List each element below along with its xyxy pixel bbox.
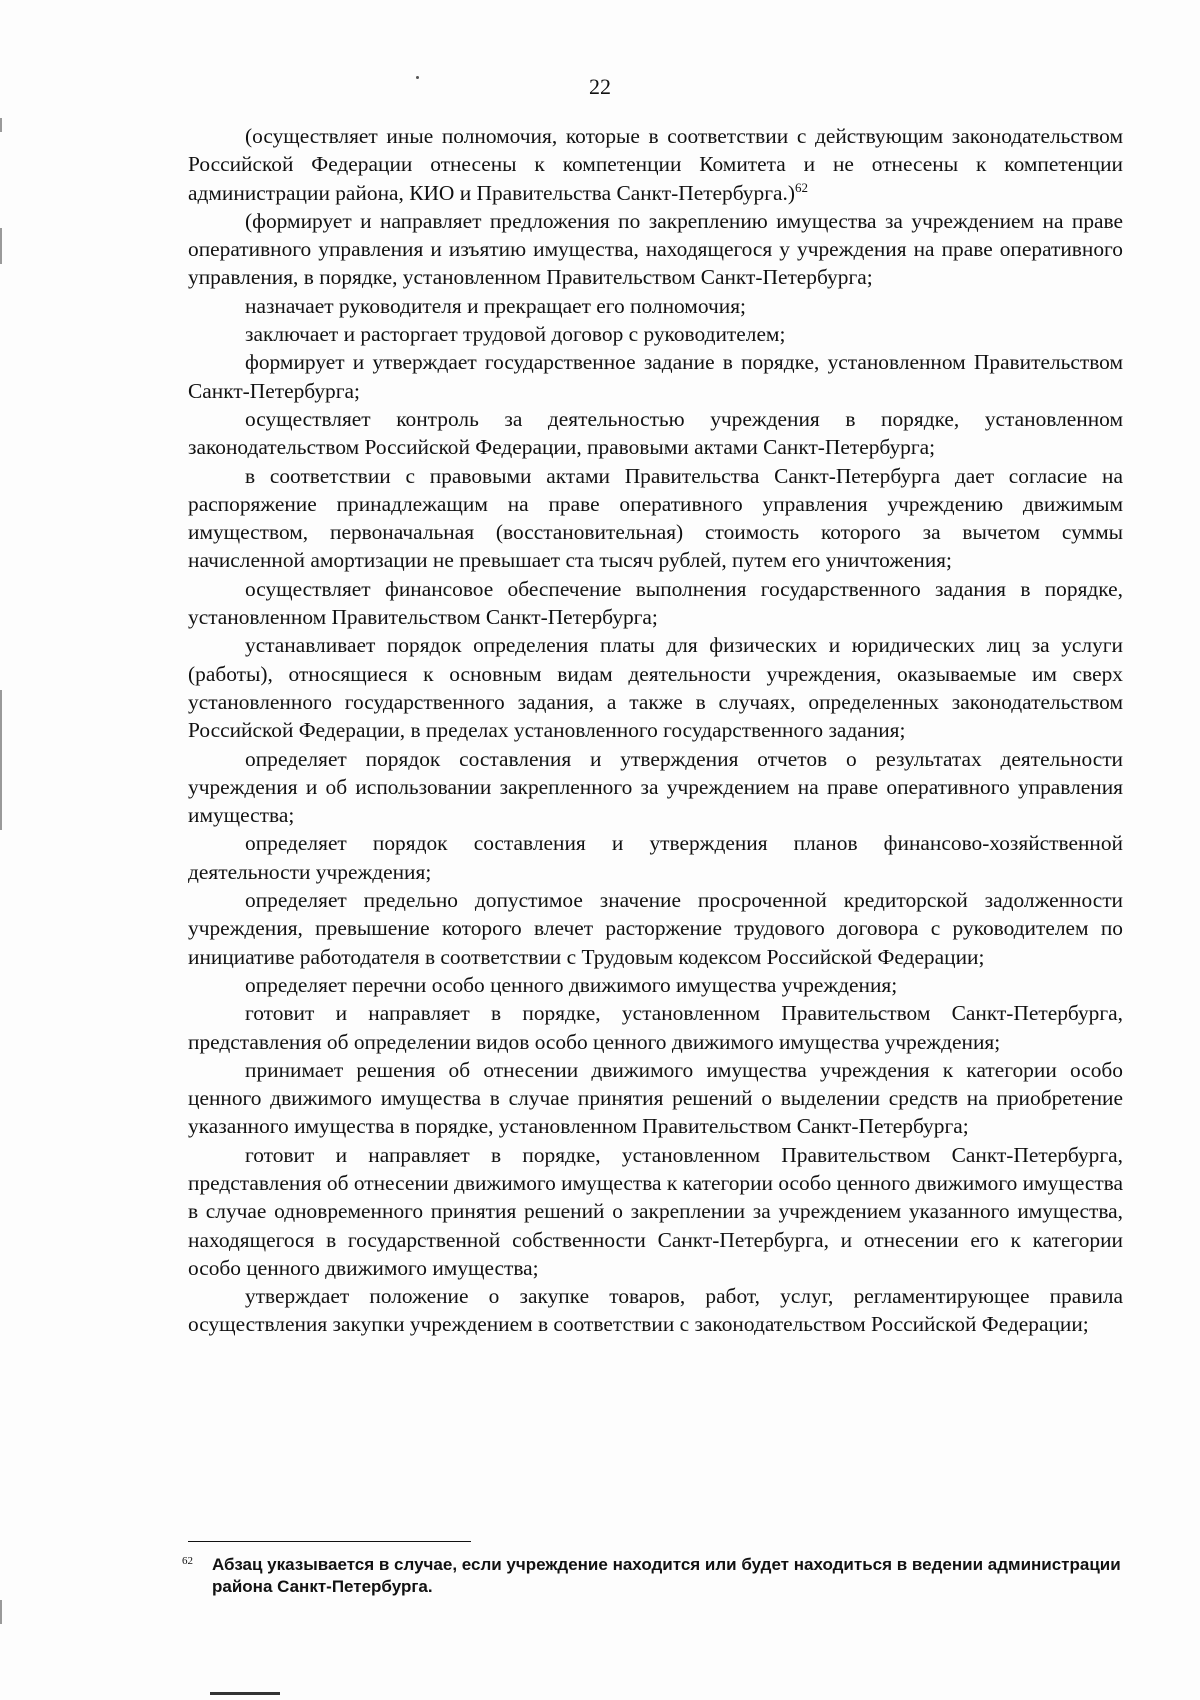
paragraph: готовит и направляет в порядке, установленном Правительством Санкт-Петербурга, представления об отнесении движимого имущества к категории особо ценного движимого имущества в случае одновременного принятия решений о закреплении за учреждением указанного имущества, находящегося в государственной собственности Санкт-Петербурга, и отнесении его к категории особо ценного движимого имущества; — [188, 1142, 1123, 1280]
scan-artifact — [0, 228, 2, 264]
footnote-separator — [188, 1541, 471, 1542]
paragraph: устанавливает порядок определения платы для физических и юридических лиц за услуги (работы), относящиеся к основным видам деятельности учреждения, оказываемые им сверх установленного государственного задания, а также в случаях, определенных законодательством Российской Федерации, в пределах установленного государственного задания; — [188, 633, 1123, 743]
paragraph: заключает и расторгает трудовой договор с руководителем; — [245, 322, 786, 347]
paragraph: осуществляет контроль за деятельностью учреждения в порядке, установленном законодательством Российской Федерации, правовыми актами Санкт-Петербурга; — [188, 406, 1123, 460]
page-number: 22 — [589, 74, 611, 99]
paragraph: осуществляет финансовое обеспечение выполнения государственного задания в порядке, установленном Правительством Санкт-Петербурга; — [188, 576, 1123, 630]
paragraph: готовит и направляет в порядке, установленном Правительством Санкт-Петербурга, представления об определении видов особо ценного движимого имущества учреждения; — [188, 1001, 1123, 1054]
paragraph: определяет перечни особо ценного движимого имущества учреждения; — [245, 972, 898, 997]
scan-artifact — [0, 1600, 2, 1624]
paragraph: формирует и утверждает государственное задание в порядке, установленном Правительством Санкт-Петербурга; — [188, 350, 1123, 403]
paragraph: определяет порядок составления и утверждения отчетов о результатах деятельности учреждения и об использовании закрепленного за учреждением на праве оперативного управления имущества; — [188, 746, 1123, 828]
footnote-text: Абзац указывается в случае, если учреждение находится или будет находиться в ведении администрации района Санкт-Петербурга. — [212, 1555, 1121, 1596]
document-body — [188, 122, 1123, 1339]
paragraph: принимает решения об отнесении движимого имущества учреждения к категории особо ценного движимого имущества в случае принятия решений о выделении средств на приобретение указанного имущества в порядке, установленном Правительством Санкт-Петербурга; — [188, 1057, 1123, 1139]
scan-artifact — [0, 690, 2, 830]
footnote-reference: 62 — [794, 179, 808, 195]
paragraph: в соответствии с правовыми актами Правительства Санкт-Петербурга дает согласие на распоряжение принадлежащим на праве оперативного управления учреждению движимым имуществом, первоначальная (восстановительная) стоимость которого за вычетом суммы начисленной амортизации не превышает ста тысяч рублей, путем его уничтожения; — [188, 463, 1123, 573]
scan-artifact — [210, 1692, 280, 1695]
paragraph: определяет порядок составления и утверждения планов финансово-хозяйственной деятельности учреждения; — [188, 831, 1123, 884]
paragraph: назначает руководителя и прекращает его полномочия; — [245, 293, 746, 318]
paragraph: (формирует и направляет предложения по закреплению имущества за учреждением на праве оперативного управления и изъятию имущества, находящегося у учреждения на праве оперативного управления, в порядке, установленном Правительством Санкт-Петербурга; — [188, 208, 1123, 290]
paragraph: (осуществляет иные полномочия, которые в соответствии с действующим законодательством Российской Федерации отнесены к компетенции Комитета и не отнесены к компетенции администрации района, КИО и Правительства Санкт-Петербурга.)$^{62}$ — [188, 124, 1123, 205]
paragraph: определяет предельно допустимое значение просроченной кредиторской задолженности учреждения, превышение которого влечет расторжение трудового договора с руководителем по инициативе работодателя в соответствии с Трудовым кодексом Российской Федерации; — [188, 888, 1123, 969]
paragraph: утверждает положение о закупке товаров, работ, услуг, регламентирующее правила осуществления закупки учреждением в соответствии с законодательством Российской Федерации; — [188, 1284, 1123, 1337]
scan-artifact — [0, 118, 2, 132]
footnote — [182, 1554, 1123, 1598]
footnote-marker: 62 — [182, 1555, 193, 1567]
